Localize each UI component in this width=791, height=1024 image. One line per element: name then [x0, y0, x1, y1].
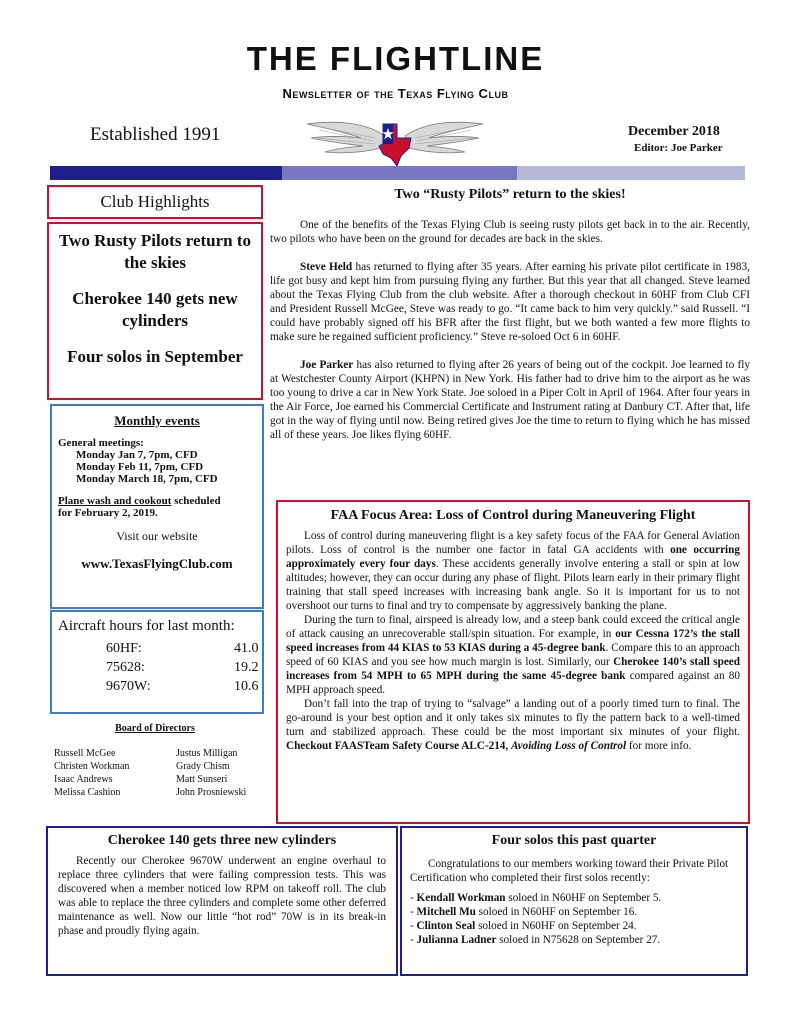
monthly-events-box [50, 404, 264, 609]
website-link[interactable]: www.TexasFlyingClub.com [81, 556, 233, 571]
emphasis-text: one occurring approximately every four days [286, 544, 740, 570]
board-of-directors-title: Board of Directors [115, 723, 195, 734]
plane-id: 75628: [106, 660, 145, 675]
rusty-pilots-article [270, 218, 750, 456]
club-highlights-box [47, 222, 263, 400]
solo-detail: soloed in N60HF on September 16. [475, 906, 638, 918]
paragraph-text: . These accidents generally involve entering a stall or spin at low altitudes; however, they can occur during any phase of flight. Pilots learn early in their primary flight training that stall speed increases with increasing bank angle. So it is important for us to not overshoot our turns to final and try to compensate by aggressively banking the plane. [286, 558, 740, 612]
header-bar-mid [282, 166, 517, 180]
paragraph-text: . Compare this to an approach speed of 60 KIAS and you see how much margin is lost. Similarly, our [286, 642, 740, 668]
pilot-name: Steve Held [300, 261, 353, 273]
article-paragraph [286, 613, 740, 697]
board-member: Isaac Andrews [54, 774, 113, 785]
article-paragraph [270, 260, 750, 344]
plane-hours: 41.0 [234, 641, 259, 656]
board-member: Matt Sunseri [176, 774, 228, 785]
cherokee-heading: Cherokee 140 gets three new cylinders [107, 833, 337, 848]
aircraft-hours-title: Aircraft hours for last month: [58, 618, 235, 634]
paragraph-text: During the turn to final, airspeed is already low, and a steep bank could exceed the critical angle of attack causing an unrecoverable stall/spin situation. For example, in [286, 614, 740, 640]
course-title: Avoiding Loss of Control [511, 740, 627, 752]
board-member: Melissa Cashion [54, 787, 121, 798]
club-highlights-title: Club Highlights [47, 185, 263, 219]
visit-website-text: Visit our website [116, 529, 198, 543]
board-column-1 [54, 747, 129, 799]
issue-date: December 2018 [628, 124, 720, 139]
solos-heading: Four solos this past quarter [491, 833, 657, 848]
header-bar-dark [50, 166, 282, 180]
meeting-item: Monday Feb 11, 7pm, CFD [76, 461, 204, 473]
list-item: - Clinton Seal soloed in N60HF on September 24. [410, 920, 637, 932]
cookout-date: for February 2, 2019. [58, 507, 158, 519]
highlight-item: Cherokee 140 gets new cylinders [72, 289, 238, 330]
solo-detail: soloed in N60HF on September 24. [475, 920, 637, 932]
solo-detail: soloed in N60HF on September 5. [505, 892, 662, 904]
meeting-item: Monday March 18, 7pm, CFD [76, 473, 218, 485]
board-member: John Prosniewski [176, 787, 247, 798]
article-paragraph: One of the benefits of the Texas Flying Club is seeing rusty pilots get back in to the air. Recently, two pilots who have been on the ground for decades are back in the skies. [270, 219, 750, 245]
board-column-2 [176, 747, 246, 799]
list-item: - Mitchell Mu soloed in N60HF on September 16. [410, 906, 638, 918]
paragraph-text: compared against an 80 MPH approach speed. [286, 670, 740, 696]
emphasis-text: Checkout FAASTeam Safety Course ALC-214, [286, 740, 511, 752]
highlight-item: Two Rusty Pilots return to the skies [58, 231, 252, 272]
cherokee-article-box [46, 826, 398, 976]
student-name: Mitchell Mu [416, 906, 476, 918]
header-bar-light [517, 166, 745, 180]
solos-list [410, 891, 738, 947]
article-paragraph [286, 529, 740, 613]
plane-id: 9670W: [106, 679, 151, 694]
list-item: - Kendall Workman soloed in N60HF on September 5. [410, 892, 662, 904]
emphasis-text: Cherokee 140’s stall speed increases from 54 MPH to 65 MPH during the same 45-degree bank [286, 656, 740, 682]
newsletter-subtitle: Newsletter of the Texas Flying Club [282, 86, 509, 101]
cherokee-article [58, 854, 386, 938]
paragraph-text: Loss of control during maneuvering flight is a key safety focus of the FAA for General Aviation pilots. Loss of control is the number one factor in fatal GA accidents with [286, 530, 740, 556]
hours-row [106, 641, 262, 660]
student-name: Julianna Ladner [416, 934, 497, 946]
hours-row [106, 660, 262, 679]
solos-article-box [400, 826, 748, 976]
plane-id: 60HF: [106, 641, 142, 656]
board-member: Russell McGee [54, 748, 116, 759]
pilot-name: Joe Parker [300, 359, 354, 371]
emphasis-text: our Cessna 172’s the stall speed increases from 44 KIAS to 53 KIAS during a 45-degree bank [286, 628, 740, 654]
faa-focus-heading: FAA Focus Area: Loss of Control during Maneuvering Flight [330, 508, 696, 523]
board-member: Justus Milligan [176, 748, 238, 759]
solo-detail: soloed in N75628 on September 27. [496, 934, 661, 946]
hours-row [106, 679, 262, 698]
plane-hours: 19.2 [234, 660, 259, 675]
aircraft-hours-box [50, 610, 264, 714]
paragraph-text: for more info. [626, 740, 692, 752]
cookout-label: Plane wash and cookout [58, 495, 172, 507]
list-item: - Julianna Ladner soloed in N75628 on September 27. [410, 934, 661, 946]
student-name: Kendall Workman [416, 892, 506, 904]
established-text: Established 1991 [90, 124, 221, 145]
general-meetings-label: General meetings: [58, 437, 144, 449]
rusty-pilots-heading: Two “Rusty Pilots” return to the skies! [394, 187, 626, 202]
paragraph-text: has returned to flying after 35 years. After earning his private pilot certificate in 1983, life got busy and kept him from pursuing flying any further. But this year that all changed. Steve learned about the Texas Flying Club from the club website. After a thorough checkout in 60HF from Club CFI and President Russell McGee, Steve was ready to go. “It came back to him very quickly.” said Russell. “I could have probably signed off his BFR after the first flight, but we both wanted a few more flights to make sure he regained sufficient proficiency.” Steve re-soloed Oct 6 in 60HF. [270, 261, 750, 343]
meeting-item: Monday Jan 7, 7pm, CFD [76, 449, 198, 461]
article-paragraph [286, 697, 740, 753]
cookout-notice [58, 495, 262, 507]
plane-hours: 10.6 [234, 679, 259, 694]
solos-intro: Congratulations to our members working toward their Private Pilot Certification who completed their first solos recently: [410, 858, 729, 884]
highlight-item: Four solos in September [67, 347, 243, 366]
student-name: Clinton Seal [416, 920, 476, 932]
board-member: Grady Chism [176, 761, 230, 772]
winged-texas-star-logo [305, 116, 485, 172]
article-paragraph: Recently our Cherokee 9670W underwent an engine overhaul to replace three cylinders that were failing compression tests. This was discovered when a member noticed low RPM on takeoff roll. The club was able to replace the three cylinders and complete some other deferred maintenance as well. Now our little “hot rod” 70W is in its break-in phase and proudly flying again. [58, 855, 386, 937]
faa-focus-box [276, 500, 750, 824]
paragraph-text: has also returned to flying after 26 years of being out of the cockpit. Joe learned to fly at Westchester County Airport (KHPN) in New York. His father had to drive him to the airport as he was too young to drive a car in New York State. Joe soloed in a Piper Colt in April of 1964. After four years in the Air Force, Joe earned his Commercial Certificate and Instrument rating at Danbury CT. After that, life got in the way of flying until now. Being retired gives Joe the time to return to flying which he has missed all of these years. Joe likes flying 60HF. [270, 359, 750, 441]
editor-credit: Editor: Joe Parker [634, 142, 723, 154]
newsletter-title: THE FLIGHTLINE [246, 40, 545, 77]
article-paragraph [270, 358, 750, 442]
faa-focus-article [286, 529, 740, 753]
board-member: Christen Workman [54, 761, 130, 772]
paragraph-text: Don’t fall into the trap of trying to “salvage” a landing out of a poorly timed turn to final. The go-around is your best option and it only takes six minutes to fly the pattern back to a well-timed turn and stabilized approach. These could be the most important six minutes of your flight. [286, 698, 740, 738]
monthly-events-title: Monthly events [114, 413, 200, 428]
cookout-scheduled: scheduled [171, 495, 221, 507]
